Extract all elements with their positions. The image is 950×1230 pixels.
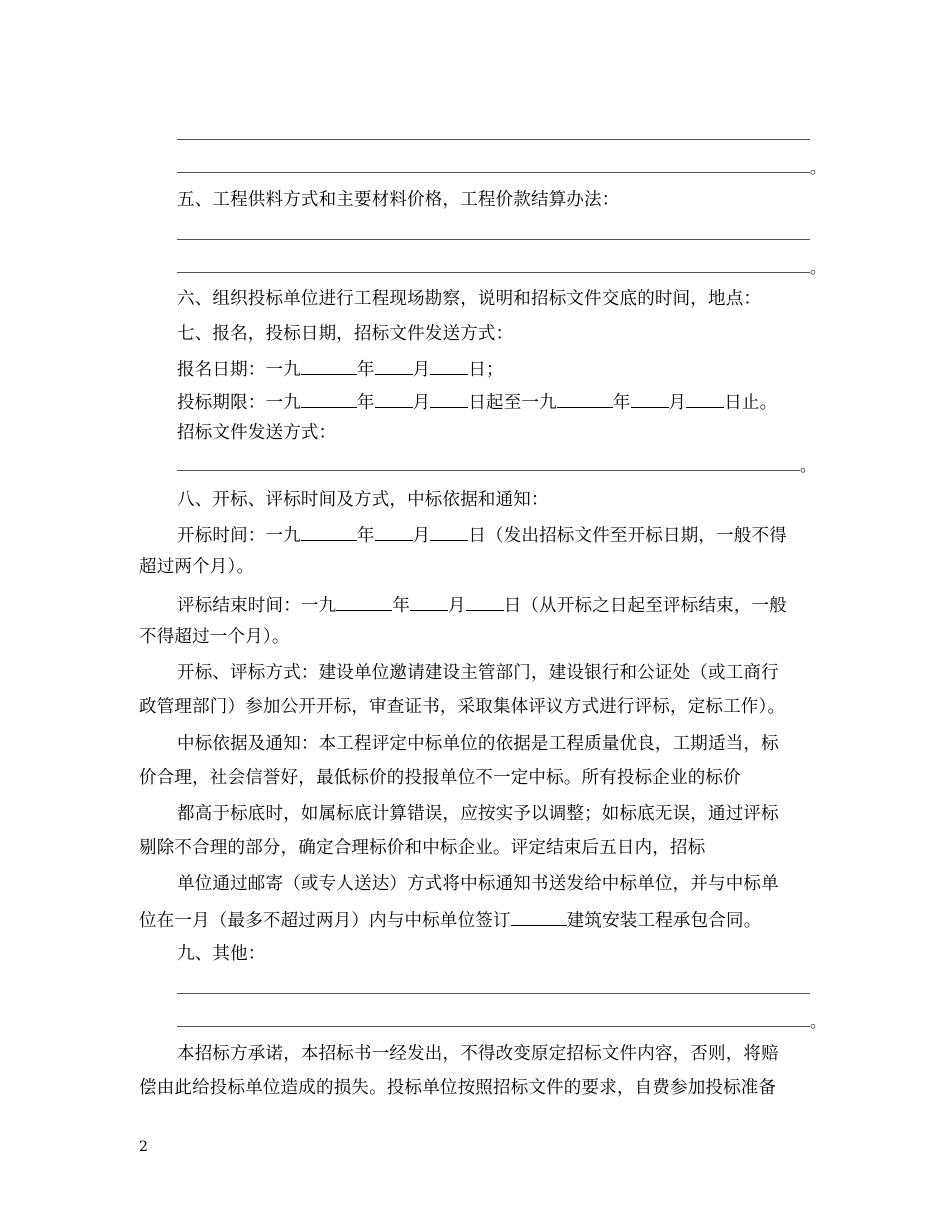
opening-time-note: 日（发出招标文件至开标日期，一般不得 — [468, 526, 787, 546]
day-blank — [430, 522, 468, 541]
end-mark: 。 — [810, 1012, 827, 1031]
year-blank — [336, 592, 392, 611]
day-blank — [430, 356, 468, 375]
day-blank — [430, 389, 468, 408]
year-char: 年 — [612, 393, 631, 413]
year-char: 年 — [392, 596, 411, 616]
start-until-text: 日起至一九 — [468, 393, 557, 413]
end-mark: 。 — [810, 158, 827, 177]
paragraph-line: 单位通过邮寄（或专人送达）方式将中标通知书送发给中标单位，并与中标单 — [177, 874, 779, 894]
blank-fill-line — [177, 239, 810, 240]
year-blank — [301, 389, 357, 408]
paragraph-line: 价合理，社会信誉好，最低标价的投报单位不一定中标。所有投标企业的标价 — [139, 768, 741, 788]
end-mark: 。 — [800, 456, 817, 475]
year-char: 年 — [356, 360, 375, 380]
month-blank — [375, 356, 413, 375]
day-blank — [466, 592, 504, 611]
day-char: 日； — [468, 360, 504, 380]
paragraph-line: 偿由此给投标单位造成的损失。投标单位按照招标文件的要求，自费参加投标准备 — [139, 1078, 777, 1098]
paragraph-line: 开标、评标方式：建设单位邀请建设主管部门，建设银行和公证处（或工商行 — [177, 663, 779, 683]
bidding-period-line — [177, 389, 867, 414]
year-blank — [301, 522, 357, 541]
blank-fill-line — [177, 272, 810, 273]
month-blank — [375, 389, 413, 408]
end-text: 日止。 — [724, 393, 778, 413]
paragraph-line: 都高于标底时，如属标底计算错误，应按实予以调整；如标底无误，通过评标 — [177, 804, 779, 824]
section-6-heading: 六、组织投标单位进行工程现场勘察，说明和招标文件交底的时间，地点： — [177, 289, 762, 309]
blank-fill-line — [177, 993, 810, 994]
contract-text: 位在一月（最多不超过两月）内与中标单位签订 — [139, 911, 511, 931]
opening-time-label: 开标时间：一九 — [177, 526, 301, 546]
delivery-method-label: 招标文件发送方式： — [177, 423, 337, 443]
evaluation-end-note: 日（从开标之日起至评标结束，一般 — [503, 596, 787, 616]
section-9-heading: 九、其他： — [177, 944, 266, 964]
month-char: 月 — [412, 393, 431, 413]
month-char: 月 — [412, 526, 431, 546]
contract-line — [139, 907, 829, 932]
evaluation-end-label: 评标结束时间：一九 — [177, 596, 337, 616]
blank-fill-line — [177, 139, 810, 140]
registration-date-label: 报名日期：一九 — [177, 360, 301, 380]
registration-date-line — [177, 356, 867, 381]
blank-fill-line — [177, 470, 800, 471]
year-blank — [301, 356, 357, 375]
month-blank — [375, 522, 413, 541]
contract-blank — [511, 907, 567, 926]
opening-time-line — [177, 522, 867, 547]
month-blank — [410, 592, 448, 611]
month-char: 月 — [448, 596, 466, 616]
day-blank — [686, 389, 724, 408]
month-blank — [631, 389, 669, 408]
blank-fill-line — [177, 1026, 810, 1027]
section-5-heading: 五、工程供料方式和主要材料价格，工程价款结算办法： — [177, 190, 620, 210]
evaluation-end-line — [177, 592, 867, 617]
month-char: 月 — [412, 360, 431, 380]
blank-fill-line — [177, 172, 810, 173]
paragraph-line: 剔除不合理的部分，确定合理标价和中标企业。评定结束后五日内，招标 — [139, 838, 706, 858]
end-mark: 。 — [810, 258, 827, 277]
contract-end-text: 建筑安装工程承包合同。 — [566, 911, 762, 931]
year-char: 年 — [356, 393, 375, 413]
section-7-heading: 七、报名，投标日期，招标文件发送方式： — [177, 324, 514, 344]
bidding-period-label: 投标期限：一九 — [177, 393, 301, 413]
paragraph-line: 中标依据及通知：本工程评定中标单位的依据是工程质量优良，工期适当，标 — [177, 734, 779, 754]
paragraph-line: 超过两个月）。 — [139, 557, 255, 577]
paragraph-line: 政管理部门）参加公开开标，审查证书，采取集体评议方式进行评标，定标工作）。 — [139, 697, 786, 717]
year-char: 年 — [356, 526, 375, 546]
paragraph-line: 本招标方承诺，本招标书一经发出，不得改变原定招标文件内容，否则，将赔 — [177, 1044, 779, 1064]
year-blank — [557, 389, 613, 408]
section-8-heading: 八、开标、评标时间及方式，中标依据和通知： — [177, 490, 549, 510]
page-number: 2 — [139, 1139, 148, 1155]
paragraph-line: 不得超过一个月）。 — [139, 627, 290, 647]
month-char: 月 — [668, 393, 687, 413]
